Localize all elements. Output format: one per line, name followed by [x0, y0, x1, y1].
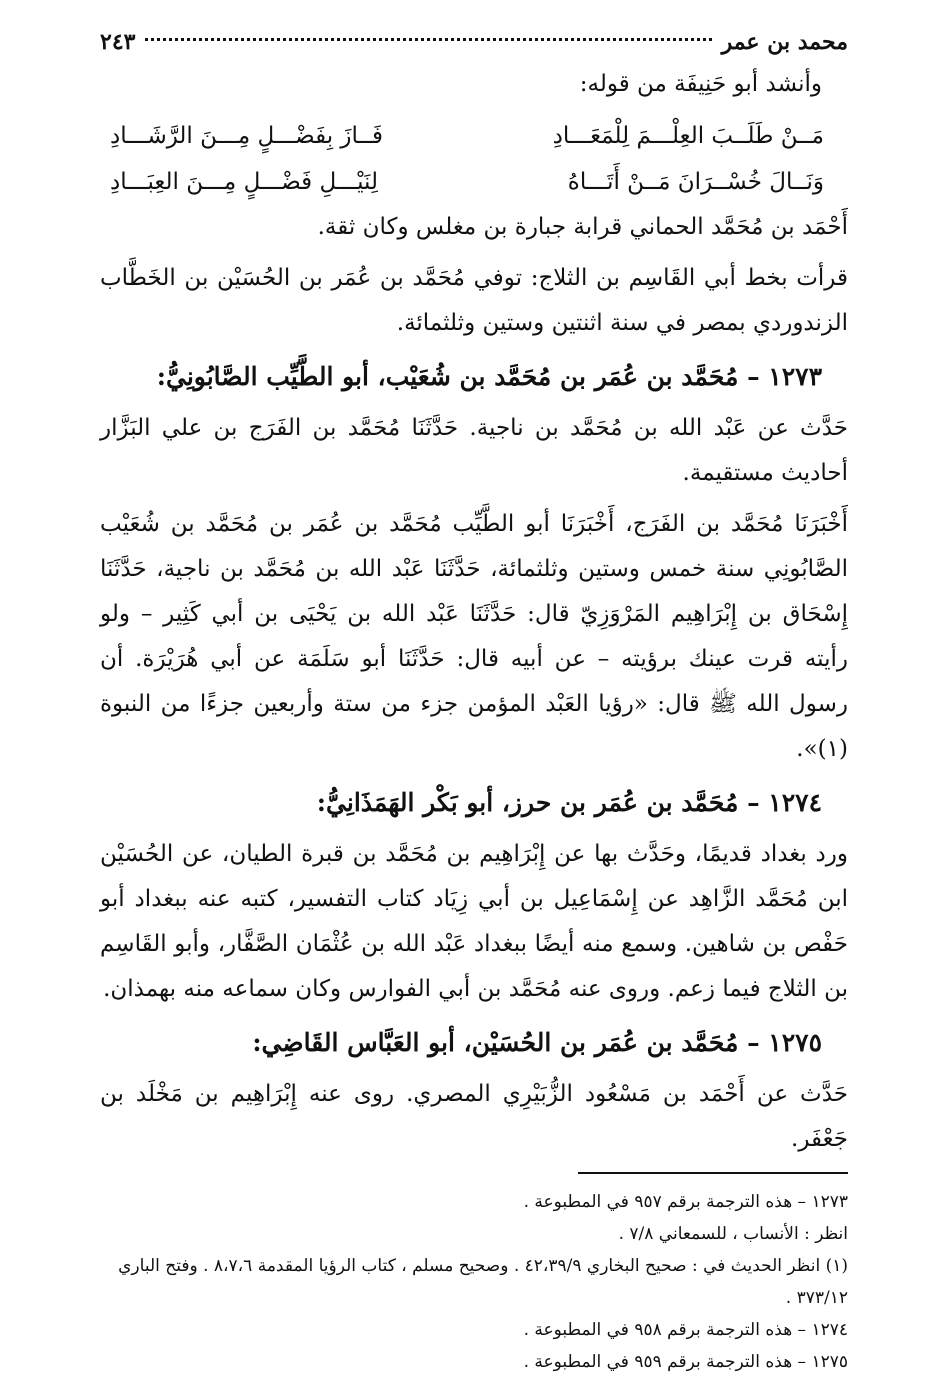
header-leader-dots — [145, 38, 711, 41]
verse-1-hemistich-2: فَــازَ بِفَضْـــلٍ مِـــنَ الرَّشَـــادِ — [110, 123, 384, 149]
verse-line-2 — [100, 159, 848, 205]
paragraph: قرأت بخط أبي القَاسِم بن الثلاج: توفي مُحَمَّد بن عُمَر بن الحُسَيْن بن الخَطَّاب الزندوردي بمصر في سنة اثنتين وستين وثلثمائة. — [100, 265, 848, 336]
footnote: ١٢٧٤ – هذه الترجمة برقم ٩٥٨ في المطبوعة . — [523, 1320, 848, 1340]
verse-1-hemistich-1: مَــنْ طَلَــبَ العِلْـــمَ لِلْمَعَـــادِ — [552, 123, 824, 149]
entry-title-1273: ١٢٧٣ – مُحَمَّد بن عُمَر بن مُحَمَّد بن شُعَيْب، أبو الطَّيِّب الصَّابُونِيُّ: — [156, 362, 822, 391]
footnote: ١٢٧٥ – هذه الترجمة برقم ٩٥٩ في المطبوعة . — [523, 1352, 848, 1372]
footnote: انظر : الأنساب ، للسمعاني ٧/٨ . — [618, 1224, 848, 1244]
running-title: محمد بن عمر — [721, 29, 848, 55]
main-text — [100, 62, 848, 1162]
paragraph: حَدَّث عن عَبْد الله بن مُحَمَّد بن ناجية. حَدَّثَنَا مُحَمَّد بن الفَرَج بن علي البَزَّار أحاديث مستقيمة. — [100, 415, 848, 486]
paragraph: أَخْبَرَنَا مُحَمَّد بن الفَرَج، أَخْبَرَنَا أبو الطَّيِّب مُحَمَّد بن عُمَر بن مُحَمَّد بن شُعَيْب الصَّابُونِي سنة خمس وستين وثلثمائة، حَدَّثَنَا عَبْد الله بن مُحَمَّد بن ناجية، حَدَّثَنَا إِسْحَاق بن إِبْرَاهِيم المَرْوَزِيّ قال: حَدَّثَنَا عَبْد الله بن يَحْيَى بن أبي كَثِير – ولو رأيته قرت عينك برؤيته – عن أبيه قال: حَدَّثَنَا أبو سَلَمَة عن أبي هُرَيْرَة. أن رسول الله ﷺ قال: «رؤيا العَبْد المؤمن جزء من ستة وأربعين جزءًا من النبوة (١)». — [100, 511, 848, 762]
running-header — [100, 22, 848, 62]
paragraph: ورد بغداد قديمًا، وحَدَّث بها عن إِبْرَاهِيم بن مُحَمَّد بن قبرة الطيان، عن الحُسَيْن ابن مُحَمَّد الزَّاهِد عن إِسْمَاعِيل بن أبي زِيَاد كتاب التفسير، كتبه عنه ببغداد أبو حَفْص بن شاهين. وسمع منه أيضًا ببغداد عَبْد الله بن عُثْمَان الصَّفَّار، وأبو القَاسِم بن الثلاج فيما زعم. وروى عنه مُحَمَّد بن أبي الفوارس وكان سماعه منه بهمذان. — [100, 841, 848, 1002]
entry-title-1275: ١٢٧٥ – مُحَمَّد بن عُمَر بن الحُسَيْن، أبو العَبَّاس القَاضِي: — [252, 1028, 822, 1057]
page-number: ٢٤٣ — [100, 29, 136, 55]
paragraph: أَحْمَد بن مُحَمَّد الحماني قرابة جبارة بن مغلس وكان ثقة. — [317, 214, 848, 240]
footnotes — [100, 1186, 848, 1378]
verse-2-hemistich-1: وَنَــالَ خُسْــرَانَ مَــنْ أَتَـــاهُ — [567, 169, 824, 195]
intro-line: وأنشد أبو حَنِيفَة من قوله: — [579, 71, 822, 97]
paragraph: حَدَّث عن أَحْمَد بن مَسْعُود الزُّبَيْرِي المصري. روى عنه إِبْرَاهِيم بن مَخْلَد بن جَعْفَر. — [100, 1081, 848, 1152]
book-page — [100, 22, 848, 1372]
footnote: ١٢٧٣ – هذه الترجمة برقم ٩٥٧ في المطبوعة . — [523, 1192, 848, 1212]
verse-2-hemistich-2: لِنَيْـــلِ فَضْـــلٍ مِـــنَ العِبَـــادِ — [110, 169, 378, 195]
entry-title-1274: ١٢٧٤ – مُحَمَّد بن عُمَر بن حرز، أبو بَكْر الهَمَذَانِيُّ: — [316, 788, 822, 817]
footnote: (١) انظر الحديث في : صحيح البخاري ٤٢،٣٩/٩ . وصحيح مسلم ، كتاب الرؤيا المقدمة ٨،٧،٦ . وفتح الباري ٣٧٣/١٢ . — [118, 1256, 848, 1308]
footnote-separator — [578, 1172, 848, 1174]
verse-line-1 — [100, 113, 848, 159]
